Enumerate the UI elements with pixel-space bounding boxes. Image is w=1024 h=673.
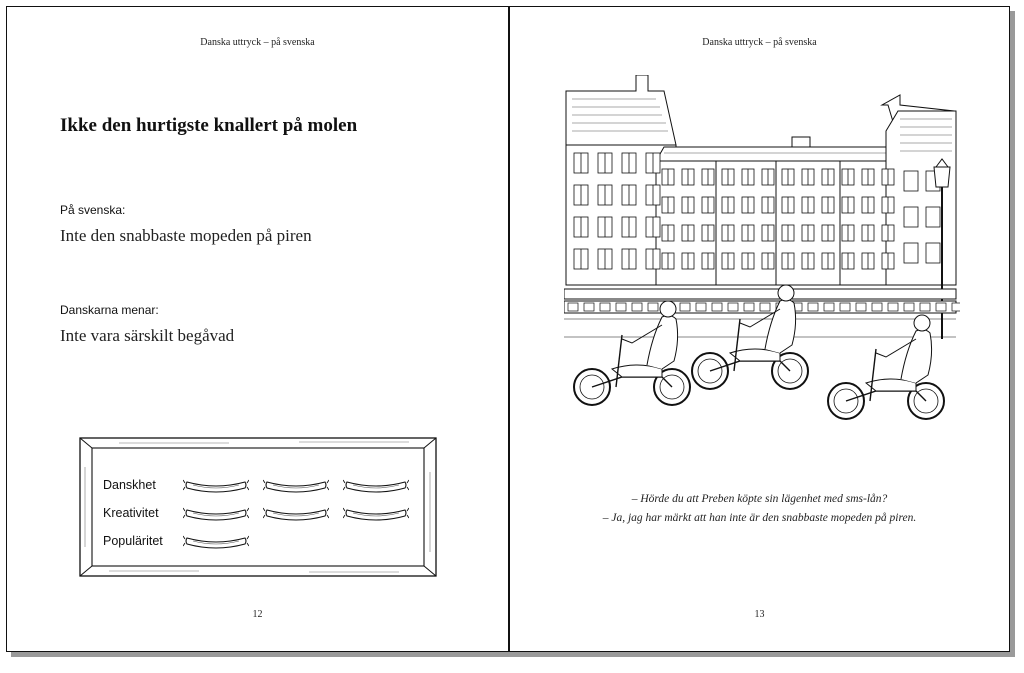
sausage-icon: [343, 504, 409, 522]
rating-row: [103, 531, 249, 551]
running-head: Danska uttryck – på svenska: [702, 37, 817, 48]
running-head: Danska uttryck – på svenska: [200, 37, 315, 48]
book-spread: [6, 6, 1010, 652]
swedish-translation: Inte den snabbaste mopeden på piren: [60, 226, 312, 245]
rating-label: Kreativitet: [103, 506, 159, 520]
rating-label: Populäritet: [103, 534, 163, 548]
page-number: 13: [754, 609, 765, 620]
sausage-icon: [263, 504, 329, 522]
dialogue-line-2: – Ja, jag har märkt att han inte är den snabbaste mopeden på piren.: [602, 512, 917, 524]
left-page: [7, 7, 508, 651]
sausage-icon: [183, 476, 249, 494]
sausage-icon: [343, 476, 409, 494]
rating-row: [103, 475, 409, 495]
canal-houses-mopeds-illustration: [564, 75, 960, 427]
right-page: [510, 7, 1009, 651]
dialogue-line-1: – Hörde du att Preben köpte sin lägenhet med sms-lån?: [631, 493, 888, 505]
page-number: 12: [252, 609, 263, 620]
rating-box: [79, 437, 437, 577]
sausage-icon: [263, 476, 329, 494]
meaning-text: Inte vara särskilt begåvad: [60, 326, 235, 345]
sausage-icon: [183, 504, 249, 522]
rating-label: Danskhet: [103, 478, 156, 492]
meaning-label: Danskarna menar:: [60, 303, 159, 317]
swedish-label: På svenska:: [60, 203, 126, 217]
dialogue: [510, 490, 1009, 528]
rating-row: [103, 503, 409, 523]
expression-title: Ikke den hurtigste knallert på molen: [60, 115, 358, 136]
sausage-icon: [183, 532, 249, 550]
